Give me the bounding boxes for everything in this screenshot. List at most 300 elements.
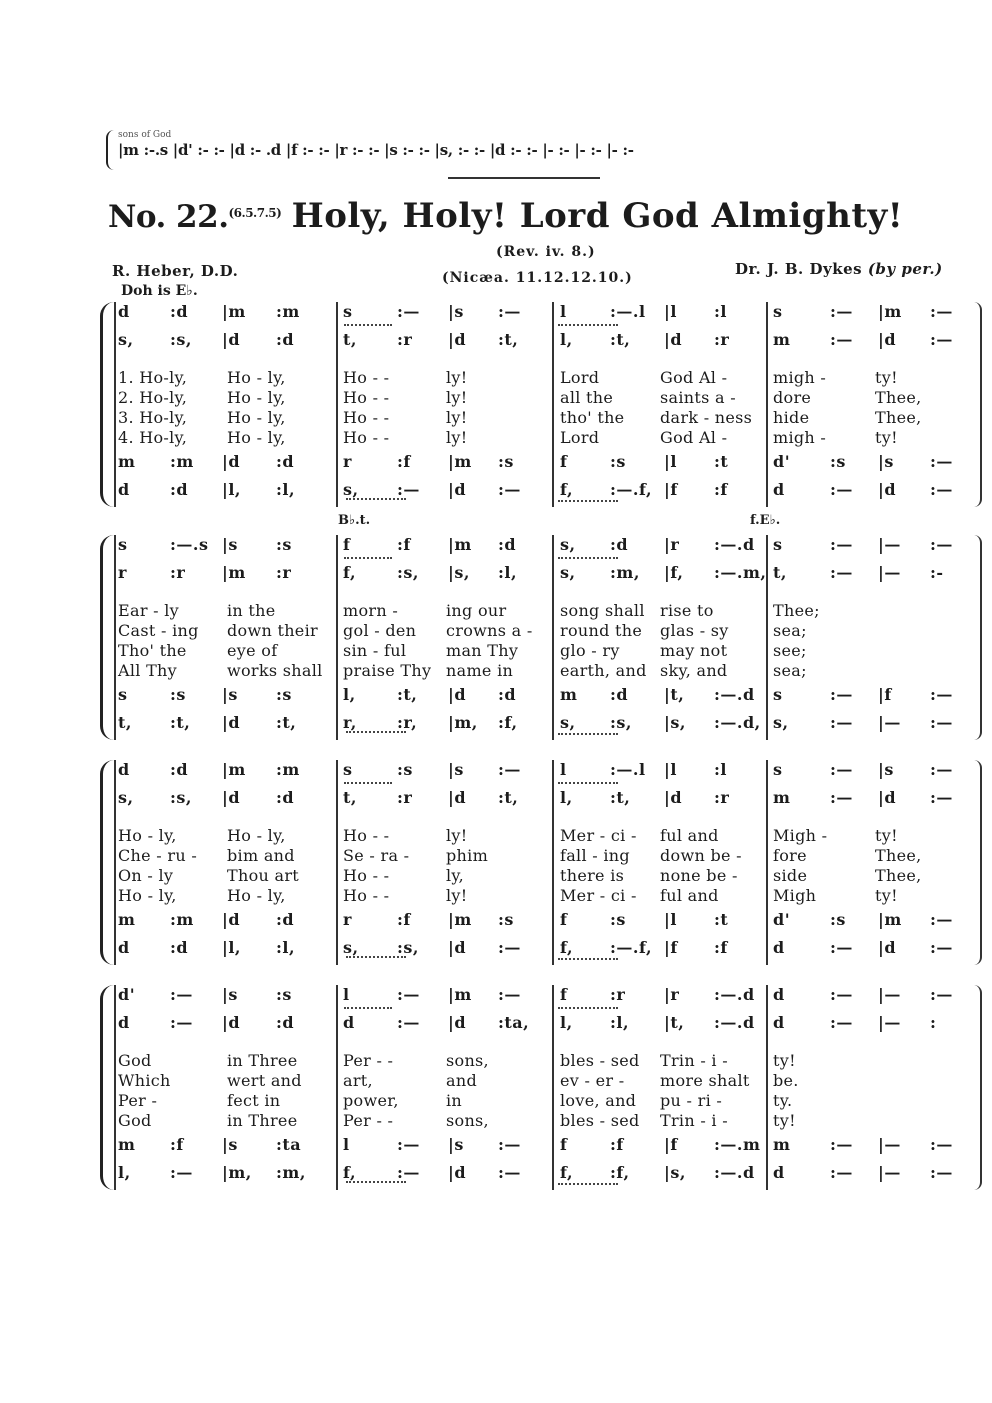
sol-fa-note: m <box>773 330 791 349</box>
sol-fa-note: :s <box>498 452 514 471</box>
sol-fa-note: :—.d <box>714 685 755 704</box>
sol-fa-note: t, <box>118 713 132 732</box>
sol-fa-note: l <box>560 302 567 321</box>
sol-fa-note: |s, <box>664 713 686 732</box>
sol-fa-note: l, <box>343 685 356 704</box>
hymn-number: No. 22. <box>108 199 229 235</box>
lyric-syllable: Thou art <box>227 866 300 885</box>
sol-fa-note: :— <box>930 535 953 554</box>
slur-dots <box>346 731 406 733</box>
sol-fa-note: :r <box>714 330 730 349</box>
modulation-mark: f.E♭. <box>750 513 781 528</box>
slur-dots <box>346 1181 406 1183</box>
sol-fa-note: |d <box>222 788 241 807</box>
sol-fa-note: :— <box>830 1163 853 1182</box>
sol-fa-note: :f <box>714 480 728 499</box>
sol-fa-note: |s <box>222 535 238 554</box>
sol-fa-note: :s, <box>170 330 192 349</box>
sol-fa-note: f, <box>343 1163 357 1182</box>
lyric-syllable: Which <box>118 1071 171 1090</box>
lyric-syllable: ty! <box>875 428 898 447</box>
sol-fa-note: d <box>773 938 785 957</box>
lyric-syllable: hide <box>773 408 810 427</box>
sol-fa-note: f, <box>560 938 574 957</box>
sol-fa-note: |d <box>448 1163 467 1182</box>
lyric-syllable: ev - er - <box>560 1071 625 1090</box>
sol-fa-note: :s, <box>397 938 419 957</box>
slur-dots <box>558 733 618 735</box>
lyric-syllable: ty! <box>875 368 898 387</box>
sol-fa-note: f <box>560 452 568 471</box>
lyric-syllable: round the <box>560 621 643 640</box>
sol-fa-note: :— <box>830 938 853 957</box>
lyric-syllable: Ho - ly, <box>227 886 286 905</box>
score-system <box>100 513 990 740</box>
lyric-syllable: phim <box>446 846 489 865</box>
sol-fa-note: f <box>560 985 568 1004</box>
sol-fa-note: s, <box>118 788 134 807</box>
sol-fa-note: |m <box>448 452 472 471</box>
sol-fa-note: |d <box>878 480 897 499</box>
lyric-syllable: Migh - <box>773 826 828 845</box>
lyric-syllable: morn - <box>343 601 399 620</box>
sol-fa-note: :— <box>397 985 420 1004</box>
sol-fa-note: d <box>118 760 130 779</box>
lyric-syllable: be. <box>773 1071 799 1090</box>
sol-fa-note: :—.d <box>714 1013 755 1032</box>
sol-fa-note: :d <box>170 302 189 321</box>
sol-fa-note: s <box>773 302 783 321</box>
sol-fa-note: s, <box>560 563 576 582</box>
sol-fa-note: :— <box>830 330 853 349</box>
sol-fa-note: |— <box>878 713 901 732</box>
sol-fa-note: |d <box>448 938 467 957</box>
sol-fa-note: m <box>773 788 791 807</box>
lyric-syllable: in <box>446 1091 463 1110</box>
sol-fa-note: :f <box>397 910 411 929</box>
lyric-syllable: in Three <box>227 1051 298 1070</box>
lyric-syllable: 3. Ho-ly, <box>118 408 188 427</box>
lyric-syllable: Ho - - <box>343 388 390 407</box>
sol-fa-note: |l <box>664 760 677 779</box>
sol-fa-note: :r, <box>397 713 418 732</box>
lyric-syllable: Ho - ly, <box>227 826 286 845</box>
sol-fa-note: :—.d, <box>714 713 761 732</box>
composer-name: Dr. J. B. Dykes <box>735 260 863 278</box>
sol-fa-note: :— <box>930 452 953 471</box>
sol-fa-note: :— <box>830 685 853 704</box>
sol-fa-note: :s <box>610 452 626 471</box>
sol-fa-note: |s <box>448 760 464 779</box>
lyric-syllable: tho' the <box>560 408 625 427</box>
sol-fa-note: :d <box>170 938 189 957</box>
sol-fa-note: :s <box>397 760 413 779</box>
sol-fa-note: t, <box>773 563 787 582</box>
sol-fa-note: |— <box>878 1135 901 1154</box>
bar-line <box>336 302 338 507</box>
sol-fa-note: |f <box>664 480 678 499</box>
sol-fa-note: |l, <box>222 938 241 957</box>
sol-fa-note: s <box>343 760 353 779</box>
lyric-syllable: migh - <box>773 368 827 387</box>
lyric-syllable: Tho' the <box>118 641 187 660</box>
lyric-syllable: Thee; <box>773 601 820 620</box>
sol-fa-note: :— <box>830 985 853 1004</box>
bar-line <box>114 985 116 1190</box>
lyric-syllable: Ear - ly <box>118 601 180 620</box>
sol-fa-note: |m <box>448 910 472 929</box>
sol-fa-note: d <box>343 1013 355 1032</box>
sol-fa-note: t, <box>343 330 357 349</box>
sol-fa-note: :- <box>930 563 944 582</box>
lyric-syllable: wert and <box>227 1071 302 1090</box>
slur-dots <box>344 1007 392 1009</box>
sol-fa-note: :f <box>397 535 411 554</box>
sol-fa-note: :m, <box>276 1163 306 1182</box>
modulation-mark: B♭.t. <box>338 513 371 528</box>
slur-dots <box>558 782 618 784</box>
lyric-syllable: Ho - - <box>343 886 390 905</box>
sol-fa-note: :— <box>830 563 853 582</box>
sol-fa-note: l, <box>118 1163 131 1182</box>
sol-fa-note: :— <box>397 480 420 499</box>
sol-fa-note: |s <box>878 760 894 779</box>
sol-fa-note: s, <box>343 938 359 957</box>
sol-fa-note: :d <box>610 535 629 554</box>
sol-fa-note: r <box>343 452 352 471</box>
sol-fa-note: |s, <box>664 1163 686 1182</box>
lyric-syllable: Trin - i - <box>660 1051 728 1070</box>
sol-fa-note: :s <box>498 910 514 929</box>
sol-fa-note: :f, <box>610 1163 630 1182</box>
sol-fa-note: :— <box>930 302 953 321</box>
slur-dots <box>344 557 392 559</box>
bar-line <box>766 302 768 507</box>
sol-fa-note: s, <box>343 480 359 499</box>
sol-fa-note: m <box>118 910 136 929</box>
sol-fa-note: :— <box>830 1135 853 1154</box>
sol-fa-note: |f, <box>664 563 684 582</box>
sol-fa-note: |r <box>664 535 680 554</box>
sol-fa-note: |d <box>222 1013 241 1032</box>
lyric-syllable: none be - <box>660 866 738 885</box>
lyric-syllable: art, <box>343 1071 373 1090</box>
slur-dots <box>558 324 618 326</box>
sol-fa-note: :— <box>930 480 953 499</box>
sol-fa-note: :r <box>610 985 626 1004</box>
sol-fa-note: |s, <box>448 563 470 582</box>
bar-line <box>114 760 116 965</box>
sol-fa-note: d <box>118 938 130 957</box>
lyric-syllable: there is <box>560 866 625 885</box>
lyric-syllable: fore <box>773 846 807 865</box>
lyric-syllable: saints a - <box>660 388 736 407</box>
sol-fa-note: |d <box>878 788 897 807</box>
sol-fa-note: :m <box>170 452 194 471</box>
bar-line <box>766 760 768 965</box>
lyric-syllable: ing our <box>446 601 507 620</box>
sol-fa-note: |s <box>448 1135 464 1154</box>
bar-line <box>336 760 338 965</box>
lyric-syllable: Ho - ly, <box>118 886 177 905</box>
slur-dots <box>344 782 392 784</box>
slur-dots <box>558 958 618 960</box>
sol-fa-note: :— <box>397 1135 420 1154</box>
sol-fa-note: :—.f, <box>610 480 653 499</box>
bar-line <box>766 985 768 1190</box>
sol-fa-note: :— <box>830 760 853 779</box>
sol-fa-note: d <box>118 480 130 499</box>
sol-fa-note: :d <box>276 1013 295 1032</box>
bar-line <box>336 985 338 1190</box>
lyric-syllable: in the <box>227 601 276 620</box>
lyric-syllable: ly! <box>446 428 468 447</box>
sol-fa-note: |l <box>664 452 677 471</box>
lyric-syllable: rise to <box>660 601 714 620</box>
lyric-syllable: God Al - <box>660 428 728 447</box>
score-system <box>100 985 990 1190</box>
tune-name: (Nicæa. 11.12.12.10.) <box>442 270 633 286</box>
lyric-syllable: name in <box>446 661 514 680</box>
score-system <box>100 760 990 965</box>
sol-fa-note: :d <box>276 788 295 807</box>
sol-fa-note: |m <box>878 302 902 321</box>
lyric-syllable: sea; <box>773 621 807 640</box>
slur-dots <box>558 557 618 559</box>
composer <box>735 260 943 278</box>
sol-fa-note: :t, <box>498 330 519 349</box>
sol-fa-note: :f <box>170 1135 184 1154</box>
lyric-syllable: love, and <box>560 1091 637 1110</box>
lyric-syllable: down be - <box>660 846 742 865</box>
slur-dots <box>558 1007 618 1009</box>
lyric-syllable: Cast - ing <box>118 621 199 640</box>
sol-fa-note: :s <box>276 985 292 1004</box>
sol-fa-note: :f <box>610 1135 624 1154</box>
sol-fa-note: :s, <box>610 713 632 732</box>
sol-fa-note: |— <box>878 535 901 554</box>
sol-fa-note: :d <box>170 480 189 499</box>
lyric-syllable: Thee, <box>875 846 922 865</box>
top-fragment-words: sons of God <box>118 130 172 140</box>
sol-fa-note: :l, <box>498 563 518 582</box>
lyric-syllable: earth, and <box>560 661 647 680</box>
sol-fa-note: f <box>560 1135 568 1154</box>
sol-fa-note: r, <box>343 713 357 732</box>
lyric-syllable: Thee, <box>875 408 922 427</box>
sol-fa-note: :—.m <box>714 1135 761 1154</box>
sol-fa-note: :— <box>930 788 953 807</box>
sol-fa-note: :— <box>930 760 953 779</box>
lyric-syllable: fect in <box>227 1091 281 1110</box>
lyric-syllable: ful and <box>660 886 719 905</box>
system-end-brace <box>974 535 982 740</box>
sol-fa-note: :— <box>397 1013 420 1032</box>
lyric-syllable: 2. Ho-ly, <box>118 388 188 407</box>
sol-fa-note: l <box>560 760 567 779</box>
lyric-syllable: Ho - - <box>343 408 390 427</box>
sol-fa-note: :f, <box>498 713 518 732</box>
sol-fa-note: |r <box>664 985 680 1004</box>
sol-fa-note: |l <box>664 302 677 321</box>
sol-fa-note: :d <box>276 910 295 929</box>
sol-fa-note: |f <box>878 685 892 704</box>
lyric-syllable: Ho - ly, <box>227 368 286 387</box>
sol-fa-note: s, <box>560 713 576 732</box>
sol-fa-note: |m <box>222 302 246 321</box>
sol-fa-note: |s <box>222 985 238 1004</box>
sol-fa-note: d' <box>773 910 791 929</box>
lyric-syllable: song shall <box>560 601 645 620</box>
lyric-syllable: Ho - - <box>343 368 390 387</box>
author: R. Heber, D.D. <box>112 262 239 280</box>
sol-fa-note: |d <box>222 910 241 929</box>
system-end-brace <box>974 302 982 507</box>
lyric-syllable: 1. Ho-ly, <box>118 368 188 387</box>
lyric-syllable: man Thy <box>446 641 519 660</box>
lyric-syllable: works shall <box>227 661 323 680</box>
lyric-syllable: may not <box>660 641 728 660</box>
sol-fa-note: |f <box>664 1135 678 1154</box>
score-system <box>100 302 990 507</box>
sol-fa-note: :— <box>170 1013 193 1032</box>
sol-fa-note: :d <box>170 760 189 779</box>
sol-fa-note: :m <box>170 910 194 929</box>
sol-fa-note: f, <box>560 1163 574 1182</box>
lyric-syllable: All Thy <box>118 661 177 680</box>
lyric-syllable: see; <box>773 641 807 660</box>
sol-fa-note: |m <box>448 985 472 1004</box>
lyric-syllable: Mer - ci - <box>560 886 637 905</box>
hymn-meter: (6.5.7.5) <box>228 206 282 220</box>
lyric-syllable: Migh <box>773 886 817 905</box>
sol-fa-note: f, <box>560 480 574 499</box>
sol-fa-note: l <box>343 1135 350 1154</box>
sol-fa-note: |l <box>664 910 677 929</box>
sol-fa-note: :l <box>714 302 727 321</box>
sol-fa-note: :— <box>930 685 953 704</box>
lyric-syllable: fall - ing <box>560 846 630 865</box>
lyric-syllable: sons, <box>446 1051 489 1070</box>
sol-fa-note: l, <box>560 1013 573 1032</box>
lyric-syllable: Thee, <box>875 388 922 407</box>
sol-fa-note: :s <box>276 685 292 704</box>
sol-fa-note: d <box>773 480 785 499</box>
slur-dots <box>558 1183 618 1185</box>
bar-line <box>552 302 554 507</box>
sol-fa-note: :— <box>830 535 853 554</box>
slur-dots <box>558 500 618 502</box>
sol-fa-note: s, <box>560 535 576 554</box>
top-fragment-notes: |m :-.s |d' :- :- |d :- .d |f :- :- |r :- :- |s :- :- |s, :- :- |d :- :- |- :- |- :- |- :- <box>118 141 634 159</box>
sol-fa-note: r <box>343 910 352 929</box>
sol-fa-note: s <box>118 535 128 554</box>
sol-fa-note: :d <box>276 452 295 471</box>
sol-fa-note: d <box>773 1163 785 1182</box>
sol-fa-note: :m, <box>610 563 640 582</box>
sol-fa-note: :r <box>276 563 292 582</box>
sol-fa-note: :r <box>170 563 186 582</box>
sol-fa-note: |d <box>878 330 897 349</box>
bar-line <box>552 985 554 1190</box>
sol-fa-note: :—.d <box>714 535 755 554</box>
sol-fa-note: :r <box>714 788 730 807</box>
lyric-syllable: sin - ful <box>343 641 407 660</box>
lyric-syllable: all the <box>560 388 614 407</box>
sol-fa-note: :t, <box>397 685 418 704</box>
sol-fa-note: |s <box>448 302 464 321</box>
sol-fa-note: :—.l <box>610 760 646 779</box>
sol-fa-note: |s <box>222 1135 238 1154</box>
sol-fa-note: :— <box>930 985 953 1004</box>
bar-line <box>552 535 554 740</box>
lyric-syllable: Ho - ly, <box>227 408 286 427</box>
sol-fa-note: |— <box>878 563 901 582</box>
sol-fa-note: :t, <box>610 330 631 349</box>
sol-fa-note: :— <box>830 302 853 321</box>
sol-fa-note: d <box>773 985 785 1004</box>
lyric-syllable: Per - - <box>343 1111 394 1130</box>
slur-dots <box>346 956 406 958</box>
sol-fa-note: d <box>118 302 130 321</box>
sol-fa-note: :s <box>610 910 626 929</box>
lyric-syllable: Ho - ly, <box>227 428 286 447</box>
sol-fa-note: d' <box>773 452 791 471</box>
sol-fa-note: :— <box>930 1135 953 1154</box>
sol-fa-note: :t <box>714 910 729 929</box>
sol-fa-note: :t, <box>610 788 631 807</box>
lyric-syllable: Se - ra - <box>343 846 410 865</box>
lyric-syllable: glo - ry <box>560 641 620 660</box>
sol-fa-note: l, <box>560 330 573 349</box>
sol-fa-note: :ta <box>276 1135 302 1154</box>
lyric-syllable: ly, <box>446 866 465 885</box>
sol-fa-note: :— <box>170 1163 193 1182</box>
sol-fa-note: l, <box>560 788 573 807</box>
sol-fa-note: |d <box>222 330 241 349</box>
sol-fa-note: m <box>560 685 578 704</box>
sol-fa-note: :f <box>397 452 411 471</box>
lyric-syllable: Ho - ly, <box>227 388 286 407</box>
sol-fa-note: |s <box>222 685 238 704</box>
sol-fa-note: :d <box>498 535 517 554</box>
sol-fa-note: |— <box>878 985 901 1004</box>
sol-fa-note: s, <box>118 330 134 349</box>
sol-fa-note: |m <box>448 535 472 554</box>
lyric-syllable: dark - ness <box>660 408 753 427</box>
sol-fa-note: :m <box>276 302 300 321</box>
sol-fa-note: :r <box>397 330 413 349</box>
lyric-syllable: eye of <box>227 641 278 660</box>
bar-line <box>114 302 116 507</box>
sol-fa-note: :— <box>830 713 853 732</box>
lyric-syllable: Mer - ci - <box>560 826 637 845</box>
sol-fa-note: m <box>773 1135 791 1154</box>
sol-fa-note: :d <box>610 685 629 704</box>
lyric-syllable: pu - ri - <box>660 1091 723 1110</box>
lyric-syllable: side <box>773 866 808 885</box>
sol-fa-note: s, <box>773 713 789 732</box>
lyric-syllable: gol - den <box>343 621 417 640</box>
sol-fa-note: :l <box>714 760 727 779</box>
sol-fa-note: s <box>773 685 783 704</box>
lyric-syllable: Lord <box>560 428 600 447</box>
sol-fa-note: :s <box>830 910 846 929</box>
sol-fa-note: s <box>773 760 783 779</box>
sol-fa-note: |m <box>222 760 246 779</box>
sol-fa-note: :— <box>830 480 853 499</box>
slur-dots <box>344 324 392 326</box>
